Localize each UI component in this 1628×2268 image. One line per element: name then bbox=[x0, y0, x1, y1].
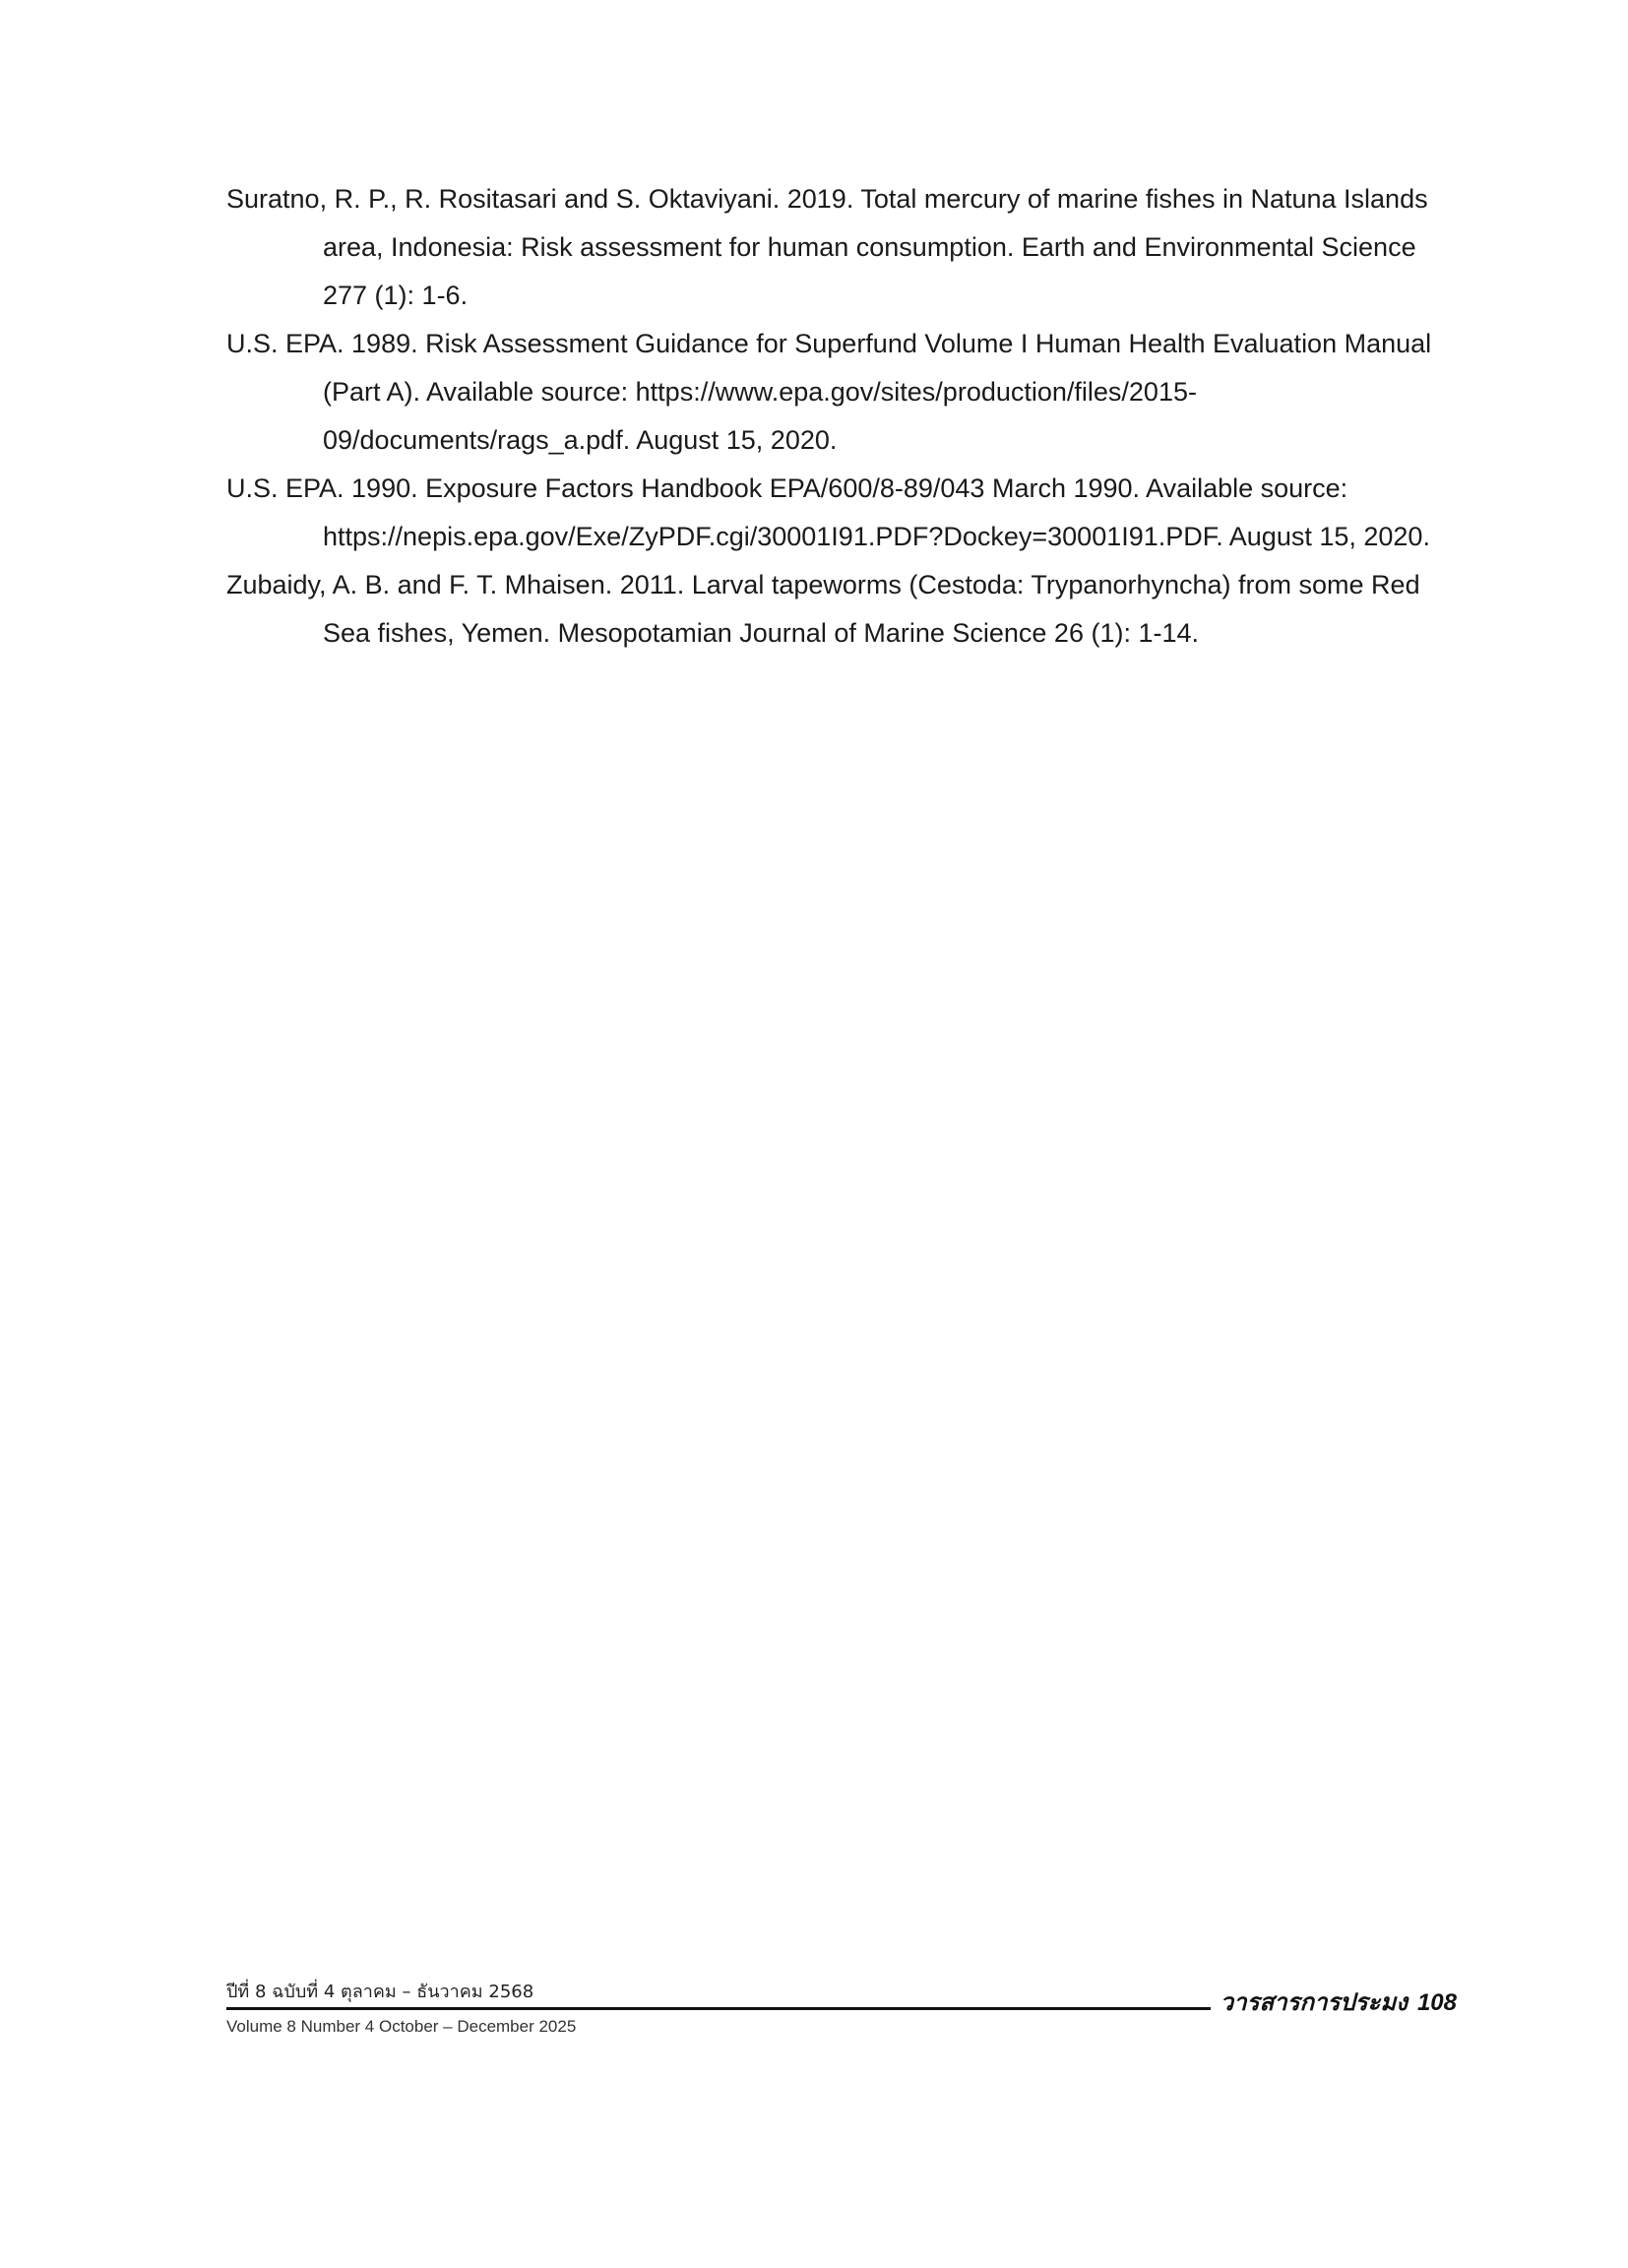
footer-journal-title bbox=[1221, 1988, 1457, 2018]
footer-english-issue: Volume 8 Number 4 October – December 2025 bbox=[226, 2017, 577, 2036]
reference-entry: U.S. EPA. 1989. Risk Assessment Guidance for Superfund Volume I Human Health Evaluation Manual (Part A). Available source: https://www.epa.gov/sites/production/files/2015-09/documents/rags_a.pdf. August 15, 2020. bbox=[226, 329, 1432, 455]
page-number: 108 bbox=[1416, 1989, 1457, 2016]
reference-entry: Suratno, R. P., R. Rositasari and S. Oktaviyani. 2019. Total mercury of marine fishes in Natuna Islands area, Indonesia: Risk assessment for human consumption. Earth and Environmental Science 277 (1): 1-6. bbox=[226, 184, 1428, 310]
journal-name: วารสารการประมง bbox=[1220, 1989, 1408, 2016]
reference-list bbox=[226, 175, 1447, 658]
page-footer bbox=[226, 1981, 1457, 2059]
reference-entry: U.S. EPA. 1990. Exposure Factors Handbook EPA/600/8-89/043 March 1990. Available source: https://nepis.epa.gov/Exe/ZyPDF.cgi/30001I91.PDF?Dockey=30001I91.PDF. August 15, 2020. bbox=[226, 473, 1430, 551]
footer-thai-issue: ปีที่ 8 ฉบับที่ 4 ตุลาคม – ธันวาคม 2568 bbox=[226, 1982, 534, 2002]
footer-divider bbox=[226, 2007, 1211, 2010]
reference-entry: Zubaidy, A. B. and F. T. Mhaisen. 2011. Larval tapeworms (Cestoda: Trypanorhyncha) from some Red Sea fishes, Yemen. Mesopotamian Journal of Marine Science 26 (1): 1-14. bbox=[226, 570, 1420, 648]
